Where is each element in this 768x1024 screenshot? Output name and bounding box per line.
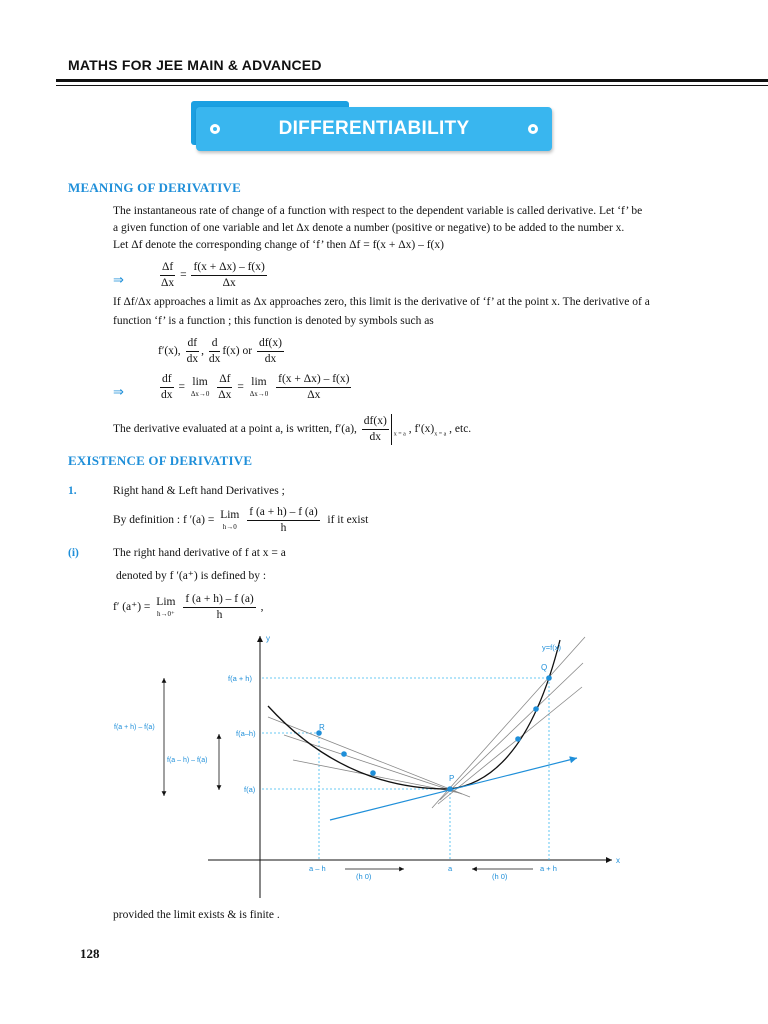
curve-label: y=f(x) [542, 643, 561, 652]
chapter-title: DIFFERENTIABILITY [278, 118, 470, 139]
curve-y-fx [268, 640, 560, 789]
paragraph-line: The instantaneous rate of change of a function with respect to the dependent variable is called derivative. Let ‘f’ be [113, 205, 643, 217]
secant-lines [268, 637, 585, 808]
section-title-meaning: MEANING OF DERIVATIVE [68, 180, 241, 195]
paragraph-line: a given function of one variable and let Δx denote a number (positive or negative) to be added to the number x. [113, 222, 625, 234]
implies-arrow-icon: ⇒ [113, 384, 124, 399]
derivative-at-point-line: The derivative evaluated at a point a, is written, f′(a), $\frac{df(x)}{dx}$ $_{x = a}$ , $f'(x)_{x = a}$ , etc. [113, 415, 472, 443]
provided-line: provided the limit exists & is finite . [113, 909, 280, 921]
tick-a-plus-h: a + h [540, 864, 557, 873]
paragraph-line: If Δf/Δx approaches a limit as Δx approaches zero, this limit is the derivative of ‘f’ at the point x. The derivative of a [113, 296, 650, 308]
label-diff1: f(a + h) – f(a) [114, 724, 155, 731]
equation-definition: By definition : f ′(a) = Lim h→0 $\frac{f (a + h) - f (a)}{h}$ if it exist [113, 506, 369, 534]
tick-a-minus-h: a – h [309, 864, 326, 873]
section-title-existence: EXISTENCE OF DERIVATIVE [68, 453, 253, 468]
point-p-label: P [449, 774, 455, 783]
page-header-title: MATHS FOR JEE MAIN & ADVANCED [68, 57, 322, 73]
paragraph-line: denoted by f ′(a⁺) is defined by : [116, 570, 267, 582]
label-h-to-zero-left: (h 0) [356, 872, 372, 881]
page-number: 128 [80, 946, 100, 961]
label-diff2: f(a – h) – f(a) [167, 757, 208, 764]
label-f-a: f(a) [244, 785, 256, 794]
tick-a: a [448, 864, 453, 873]
label-h-to-zero-right: (h 0) [492, 872, 508, 881]
equation-notations: f′(x), $\frac{df}{dx}$ , $\frac{d}{dx}$ f(x) or $\frac{df(x)}{dx}$ [158, 337, 282, 365]
label-f-a-minus-h: f(a–h) [236, 729, 256, 738]
curve-points [316, 675, 552, 792]
equation-right-hand-derivative: f′ (a⁺) = Lim h→0⁺ $\frac{f (a + h) - f (a)}{h}$ , [113, 593, 264, 621]
guide-lines [262, 678, 549, 860]
item-number: 1. [68, 485, 77, 497]
paragraph-line: The right hand derivative of f at x = a [113, 547, 286, 559]
subitem-number: (i) [68, 547, 79, 559]
label-f-a-plus-h: f(a + h) [228, 674, 252, 683]
point-r-label: R [319, 723, 325, 732]
point-q-label: Q [541, 663, 548, 672]
implies-arrow-icon: ⇒ [113, 272, 124, 287]
item-title: Right hand & Left hand Derivatives ; [113, 485, 285, 497]
paragraph-line: Let Δf denote the corresponding change of ‘f’ then Δf = f(x + Δx) – f(x) [113, 239, 444, 251]
paragraph-line: function ‘f’ is a function ; this function is denoted by symbols such as [113, 315, 434, 327]
x-axis-label: x [616, 856, 620, 865]
y-axis-label: y [266, 634, 270, 643]
equation-delta-f: $\frac{\Delta f}{\Delta x}$ = $\frac{f(x + \Delta x) - f(x)}{\Delta x}$ [161, 261, 265, 289]
equation-derivative-limit: $\frac{df}{dx}$ = lim Δx→0 $\frac{\Delta f}{\Delta x}$ = lim Δx→0 $\frac{f(x + \Delta x) - f(x)}{\Delta x}$ [161, 373, 350, 401]
